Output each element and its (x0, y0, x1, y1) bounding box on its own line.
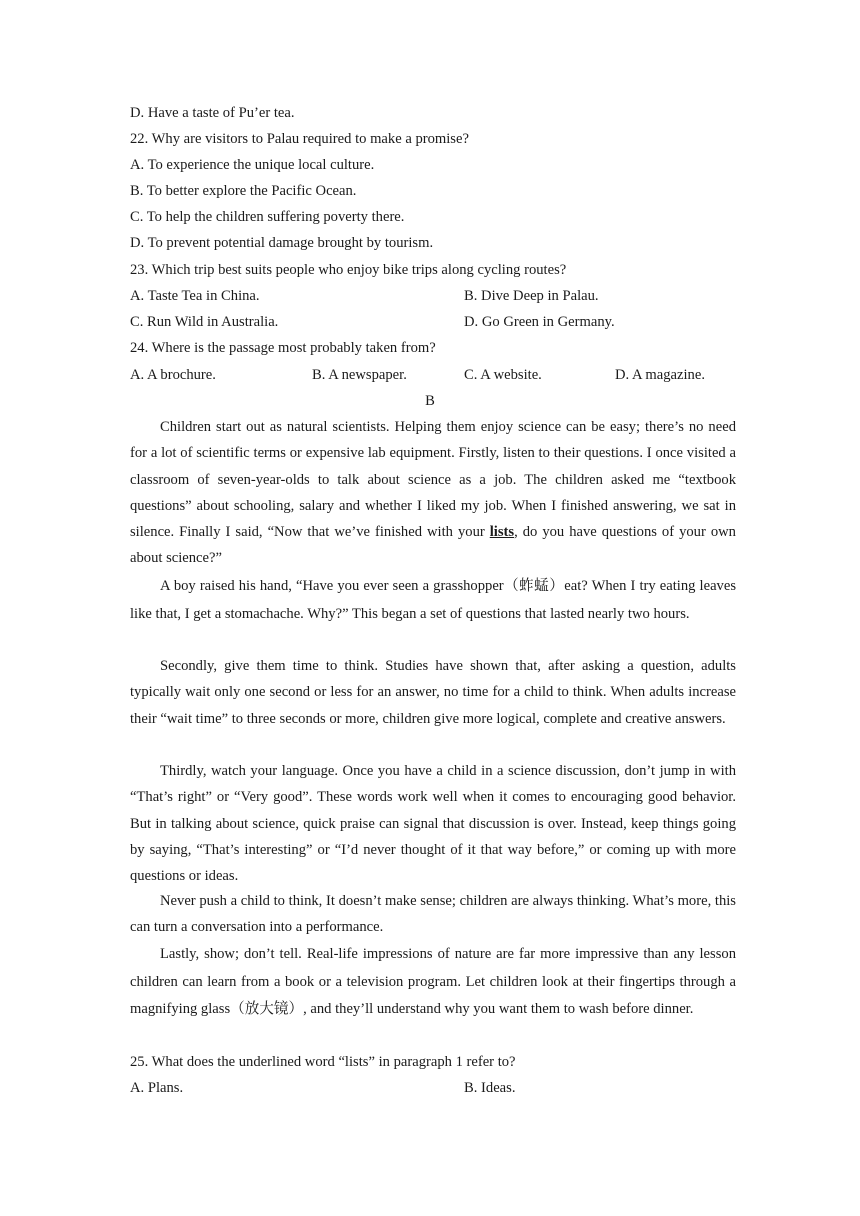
passage-paragraph-1 (130, 414, 736, 572)
passage-paragraph-6: Lastly, show; don’t tell. Real-life impressions of nature are far more impressive than any lesson children can learn from a book or a television program. Let children look at their fingertips through a magnifying glass（放大镜）, and they’ll understand why you want them to wash before dinner. (130, 946, 736, 1017)
q24-option-d: D. A magazine. (615, 367, 705, 383)
passage-paragraph-2: A boy raised his hand, “Have you ever seen a grasshopper（蚱蜢）eat? When I try eating leaves like that, I get a stomachache. Why?” This began a set of questions that lasted nearly two hours. (130, 578, 736, 622)
q22-option-c: C. To help the children suffering poverty there. (130, 209, 405, 225)
paragraph-1-text-start: Children start out as natural scientists. Helping them enjoy science can be easy; there’s no need for a lot of scientific terms or expensive lab equipment. Firstly, listen to their questions. I once visited a classroom of seven-year-olds to talk about science as a job. The children asked me “textbook questions” about schooling, salary and whether I liked my job. When I finished answering, we sat in silence. Finally I said, “Now that we’ve finished with your (130, 419, 736, 541)
q25-stem: 25. What does the underlined word “lists” in paragraph 1 refer to? (130, 1054, 516, 1070)
underlined-word-lists: lists (489, 524, 515, 541)
q24-option-b: B. A newspaper. (312, 367, 407, 383)
q21-option-d: D. Have a taste of Pu’er tea. (130, 105, 295, 121)
section-title: B (425, 393, 435, 409)
q23-option-d: D. Go Green in Germany. (464, 314, 615, 330)
passage-paragraph-4: Thirdly, watch your language. Once you have a child in a science discussion, don’t jump in with “That’s right” or “Very good”. These words work well when it comes to encouraging good behavior. But in talking about science, quick praise can signal that discussion is over. Instead, keep things going by saying, “That’s interesting” or “I’d never thought of it that way before,” or coming up with more questions or ideas. (130, 763, 736, 885)
q22-stem: 22. Why are visitors to Palau required to make a promise? (130, 131, 469, 147)
q23-option-c: C. Run Wild in Australia. (130, 314, 279, 330)
q24-stem: 24. Where is the passage most probably taken from? (130, 340, 436, 356)
passage-paragraph-5: Never push a child to think, It doesn’t make sense; children are always thinking. What’s more, this can turn a conversation into a performance. (130, 893, 736, 936)
q25-option-b: B. Ideas. (464, 1080, 516, 1096)
q22-option-d: D. To prevent potential damage brought by tourism. (130, 235, 434, 251)
q24-option-c: C. A website. (464, 367, 542, 383)
passage-paragraph-3: Secondly, give them time to think. Studies have shown that, after asking a question, adults typically wait only one second or less for an answer, no time for a child to think. When adults increase their “wait time” to three seconds or more, children give more logical, complete and creative answers. (130, 658, 736, 727)
q22-option-a: A. To experience the unique local culture. (130, 157, 375, 173)
q23-option-a: A. Taste Tea in China. (130, 288, 260, 304)
paragraph-1-text-end: , do you have questions of your own about science?” (130, 524, 736, 567)
q23-stem: 23. Which trip best suits people who enjoy bike trips along cycling routes? (130, 262, 567, 278)
q25-option-a: A. Plans. (130, 1080, 184, 1096)
q23-option-b: B. Dive Deep in Palau. (464, 288, 599, 304)
q22-option-b: B. To better explore the Pacific Ocean. (130, 183, 357, 199)
q24-option-a: A. A brochure. (130, 367, 216, 383)
